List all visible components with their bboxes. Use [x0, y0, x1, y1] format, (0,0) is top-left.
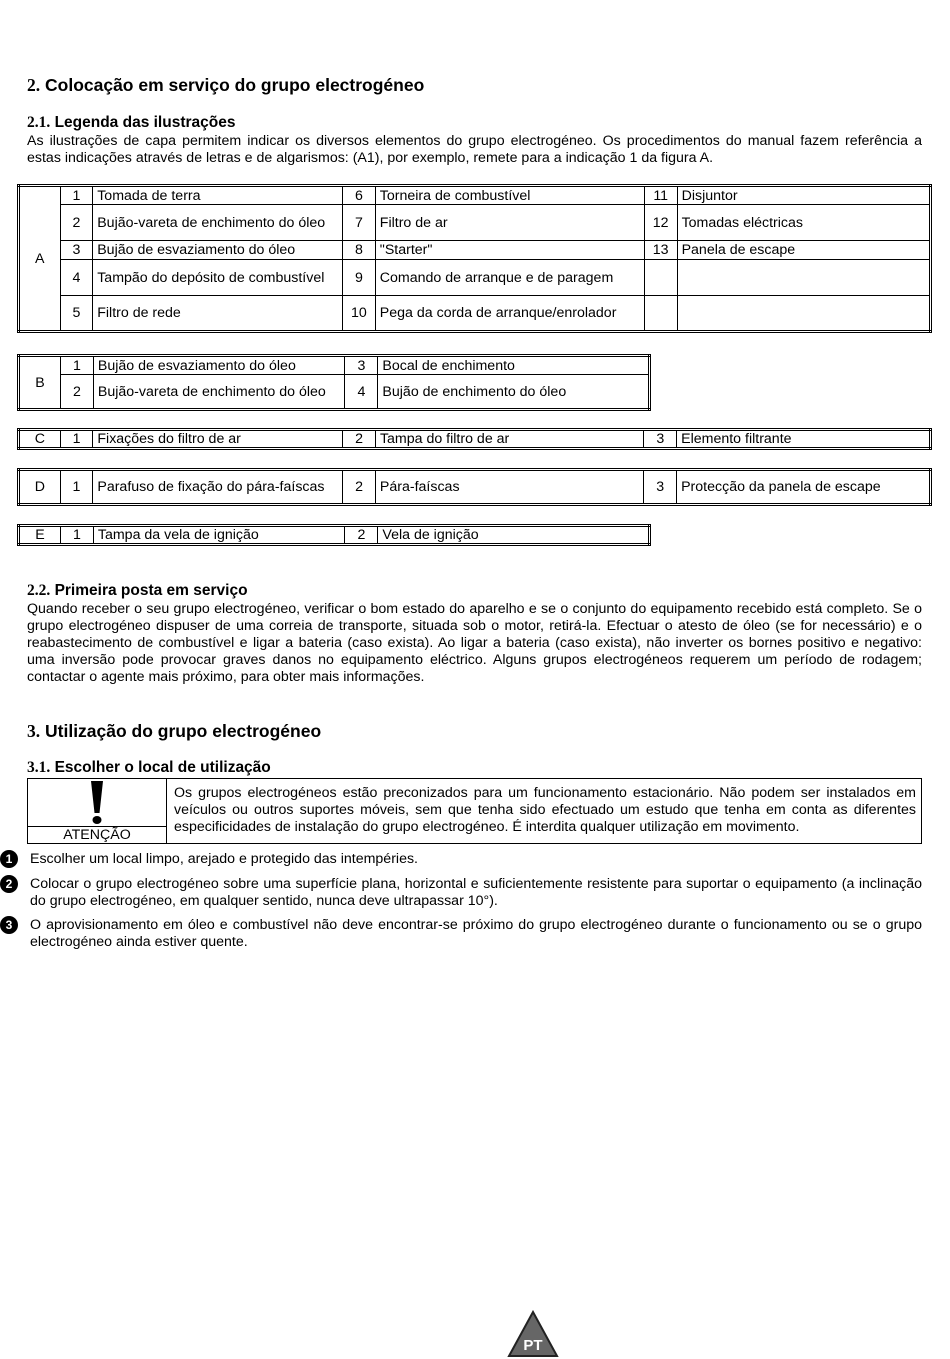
section-number: 2. [27, 75, 41, 95]
table-row [19, 186, 931, 205]
legend-item-description: Tomada de terra [93, 186, 343, 205]
section-3-heading [27, 721, 321, 742]
legend-item-number: 3 [345, 356, 378, 375]
legend-item-number [644, 260, 677, 296]
list-item-text: Escolher um local limpo, arejado e protegido das intempéries. [30, 851, 418, 867]
section-2-2-text: Quando receber o seu grupo electrogéneo, verificar o bom estado do aparelho e se o conjunto do equipamento recebido está completo. Se o grupo electrogéneo dispuser de uma correia de transporte, situada sob o motor, retirá-la. Efectuar o atesto de óleo (se for necessário) e o reabastecimento de combustível e ligar a bateria (caso exista). Ao ligar a bateria (caso exista), não inverter os bornes positivo e negativo: uma inversão pode provocar graves danos no equipamento eléctrico. Alguns grupos electrogéneos requerem um período de rodagem; contactar o agente mais próximo, para obter mais informações. [27, 601, 922, 685]
table-row [19, 526, 650, 545]
legend-item-description: Bujão-vareta de enchimento do óleo [93, 205, 343, 241]
section-number: 2.1. [27, 114, 51, 131]
table-row [19, 205, 931, 241]
legend-group-label: B [19, 356, 61, 410]
bullet-number-icon: 1 [0, 850, 18, 868]
legend-group-label: A [19, 186, 61, 332]
legend-item-number: 1 [60, 430, 93, 449]
table-row [19, 356, 650, 375]
legend-item-number: 1 [60, 526, 93, 545]
legend-item-description: Pega da corda de arranque/enrolador [375, 296, 644, 332]
legend-item-number: 10 [343, 296, 376, 332]
legend-item-number: 2 [343, 470, 376, 505]
legend-item-description: Comando de arranque e de paragem [375, 260, 644, 296]
legend-item-description: Bujão de esvaziamento do óleo [93, 241, 343, 260]
exclamation-icon [28, 779, 166, 827]
legend-group-label: D [19, 470, 61, 505]
legend-item-description: Filtro de rede [93, 296, 343, 332]
table-row [19, 430, 931, 449]
legend-item-number: 2 [60, 375, 93, 410]
legend-item-description: Bujão de esvaziamento do óleo [93, 356, 345, 375]
legend-item-description: Vela de ignição [378, 526, 650, 545]
legend-item-number: 4 [60, 260, 93, 296]
section-2-1-text: As ilustrações de capa permitem indicar os diversos elementos do grupo electrogéneo. Os procedimentos do manual fazem referência a estas indicações através de letras e de algarismos: (A1), por exemplo, remete para a indicação 1 da figura A. [27, 133, 922, 166]
legend-item-description: Panela de escape [677, 241, 930, 260]
legend-item-number: 3 [60, 241, 93, 260]
legend-table-a [17, 184, 932, 333]
table-row [19, 241, 931, 260]
section-2-1-heading [27, 114, 235, 132]
table-row [19, 260, 931, 296]
section-number: 3. [27, 721, 41, 741]
legend-item-description [677, 296, 930, 332]
table-row [19, 296, 931, 332]
table-row [19, 375, 650, 410]
section-2-2-heading [27, 582, 248, 600]
bullet-number-icon: 3 [0, 916, 18, 934]
section-title: Colocação em serviço do grupo electrogéneo [45, 75, 425, 95]
section-title: Legenda das ilustrações [54, 114, 236, 131]
logo-text: PT [523, 1337, 543, 1354]
section-title: Utilização do grupo electrogéneo [45, 721, 322, 741]
legend-item-number: 7 [343, 205, 376, 241]
legend-item-number: 1 [60, 356, 93, 375]
list-item-text: Colocar o grupo electrogéneo sobre uma superfície plana, horizontal e suficientemente resistente para suportar o equipamento (a inclinação do grupo electrogéneo, em qualquer sentido, nunca deve ultrapassar 10°). [30, 876, 922, 909]
legend-item-description: Tomadas eléctricas [677, 205, 930, 241]
legend-item-number: 2 [60, 205, 93, 241]
legend-item-number: 8 [343, 241, 376, 260]
legend-item-description: Filtro de ar [375, 205, 644, 241]
legend-item-number: 3 [644, 430, 677, 449]
legend-item-description: Protecção da panela de escape [677, 470, 931, 505]
portuguese-language-triangle-icon [507, 1310, 559, 1358]
warning-icon-cell [28, 779, 167, 843]
legend-item-number [644, 296, 677, 332]
legend-item-number: 13 [644, 241, 677, 260]
legend-item-number: 3 [644, 470, 677, 505]
legend-item-description [677, 260, 930, 296]
legend-item-number: 2 [345, 526, 378, 545]
legend-table-d [17, 468, 932, 506]
legend-item-description: Torneira de combustível [375, 186, 644, 205]
legend-table-c [17, 428, 932, 450]
legend-item-number: 11 [644, 186, 677, 205]
section-2-heading [27, 75, 424, 96]
legend-item-number: 4 [345, 375, 378, 410]
legend-group-label: E [19, 526, 61, 545]
section-number: 3.1. [27, 759, 51, 776]
legend-table-b [17, 354, 651, 411]
legend-item-number: 2 [343, 430, 376, 449]
bullet-number-icon: 2 [0, 875, 18, 893]
legend-table-e [17, 524, 651, 546]
warning-text: Os grupos electrogéneos estão preconizados para um funcionamento estacionário. Não podem ser instalados em veículos ou outros suportes móveis, sem que tenha sido efectuado um estudo que tenha em conta as diferentes especificidades de instalação do grupo electrogéneo. É interdita qualquer utilização em movimento. [174, 785, 916, 835]
legend-item-description: "Starter" [375, 241, 644, 260]
legend-item-description: Pára-faíscas [375, 470, 643, 505]
warning-label: ATENÇÃO [28, 826, 166, 843]
table-row [19, 470, 931, 505]
legend-item-number: 6 [343, 186, 376, 205]
legend-item-description: Elemento filtrante [677, 430, 931, 449]
legend-item-description: Tampão do depósito de combustível [93, 260, 343, 296]
legend-item-description: Tampa do filtro de ar [375, 430, 643, 449]
legend-item-description: Bujão de enchimento do óleo [378, 375, 650, 410]
legend-item-description: Fixações do filtro de ar [93, 430, 343, 449]
legend-item-number: 12 [644, 205, 677, 241]
warning-box [27, 778, 922, 844]
section-title: Escolher o local de utilização [54, 759, 271, 776]
legend-item-description: Disjuntor [677, 186, 930, 205]
section-3-1-heading [27, 759, 271, 777]
legend-item-number: 1 [60, 186, 93, 205]
legend-group-label: C [19, 430, 61, 449]
list-item-text: O aprovisionamento em óleo e combustível não deve encontrar-se próximo do grupo electrogéneo durante o funcionamento ou se o grupo electrogéneo ainda estiver quente. [30, 917, 922, 950]
legend-item-number: 5 [60, 296, 93, 332]
legend-item-description: Bocal de enchimento [378, 356, 650, 375]
section-title: Primeira posta em serviço [54, 582, 248, 599]
legend-item-description: Bujão-vareta de enchimento do óleo [93, 375, 345, 410]
section-number: 2.2. [27, 582, 51, 599]
legend-item-description: Parafuso de fixação do pára-faíscas [93, 470, 343, 505]
legend-item-description: Tampa da vela de ignição [93, 526, 345, 545]
legend-item-number: 1 [60, 470, 93, 505]
legend-item-number: 9 [343, 260, 376, 296]
